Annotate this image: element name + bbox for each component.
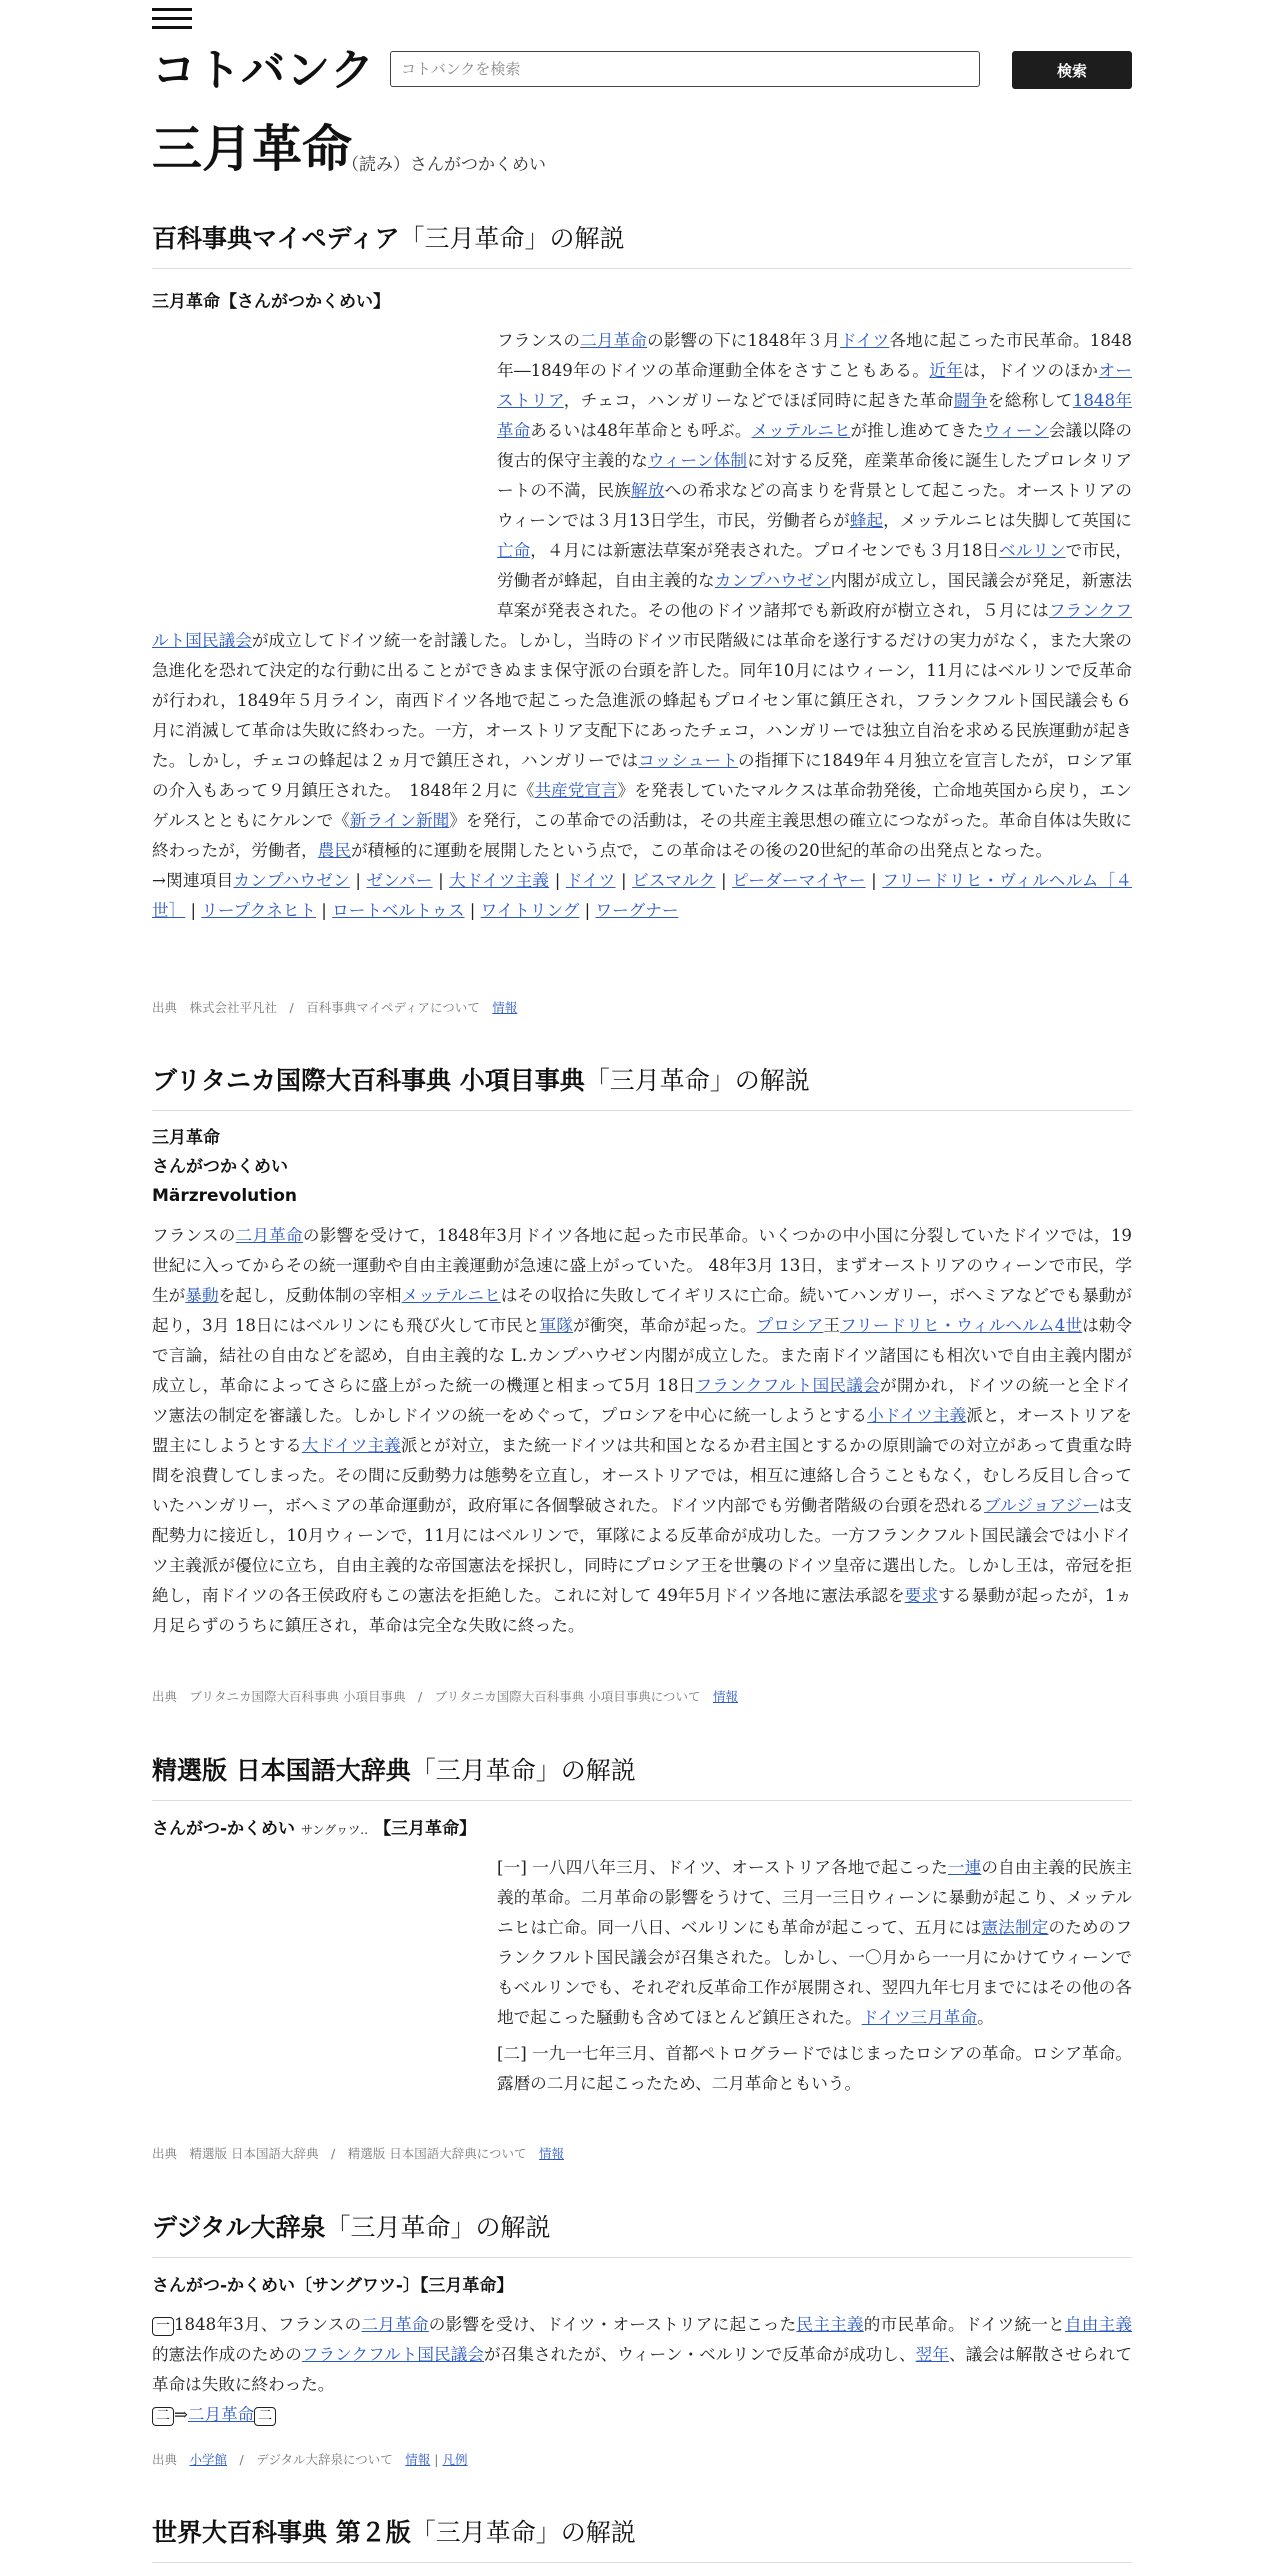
- entry-heading: 三月革命【さんがつかくめい】: [152, 292, 390, 312]
- link-翌年[interactable]: 翌年: [915, 2345, 949, 2364]
- source-line: 出典 株式会社平凡社 / 百科事典マイペディアについて 情報: [152, 1000, 518, 1015]
- related-link[interactable]: ピーダーマイヤー: [732, 871, 866, 890]
- link-民主主義[interactable]: 民主主義: [796, 2315, 864, 2334]
- link-解放[interactable]: 解放: [630, 481, 665, 500]
- section-heading-nikkoku: 精選版 日本国語大辞典「三月革命」の解説: [152, 1754, 1132, 1801]
- link-ブルジョアジー[interactable]: ブルジョアジー: [984, 1496, 1099, 1515]
- page-reading: （読み）さんがつかくめい: [342, 155, 546, 175]
- link-プロシア[interactable]: プロシア: [756, 1316, 824, 1335]
- related-link[interactable]: ビスマルク: [632, 871, 716, 890]
- entry-body-mypedia: フランスの二月革命の影響の下に1848年３月ドイツ各地に起こった市民革命。1848年―1849年のドイツの革命運動全体をさすこともある。近年は，ドイツのほかオーストリア，チェコ，ハンガリーなどでほぼ同時に起きた革命闘争を総称して1848年革命あるいは48年革命とも呼ぶ。メッテルニヒが推し進めてきたウィーン会議以降の復古的保守主義的なウィーン体制に対する反発，産業革命後に誕生したプロレタリアートの不満，民族解放への希求などの高まりを背景として起こった。オーストリアのウィーンでは３月13日学生，市民，労働者らが蜂起，メッテルニヒは失脚して英国に亡命，４月には新憲法草案が発表された。プロイセンでも３月18日ベルリンで市民，労働者が蜂起，自由主義的なカンプハウゼン内閣が成立し，国民議会が発足，新憲法草案が発表された。その他のドイツ諸邦でも新政府が樹立され，５月にはフランクフルト国民議会が成立してドイツ統一を討議した。しかし，当時のドイツ市民階級には革命を遂行するだけの実力がなく，また大衆の急進化を恐れて決定的な行動に出ることができぬまま保守派の台頭を許した。同年10月にはウィーン，11月にはベルリンで反革命が行われ，1849年５月ライン，南西ドイツ各地で起こった急進派の蜂起もプロイセン軍に鎮圧され，フランクフルト国民議会も６月に消滅して革命は失敗に終わった。一方，オーストリア支配下にあったチェコ，ハンガリーでは独立自治を求める民族運動が起きた。しかし，チェコの蜂起は２ヵ月で鎮圧され，ハンガリーではコッシュートの指揮下に1849年４月独立を宣言したが，ロシア軍の介入もあって９月鎮圧された。 1848年２月に《共産党宣言》を発表していたマルクスは革命勃発後，亡命地英国から戻り，エンゲルスとともにケルンで《新ライン新聞》を発行，この革命での活動は，その共産主義思想の確立につながった。革命自体は失敗に終わったが，労働者，農民が積極的に運動を展開したという点で，この革命はその後の20世紀的革命の出発点となった。 →関連項目カンプハウゼン | ゼンパー | 大ドイツ主義 | ドイツ | ビスマルク | ピーダーマイヤー | フリードリヒ・ヴィルヘルム［４世］ | リープクネヒト | ロートベルトゥス | ワイトリング | ワーグナー: [152, 331, 1133, 920]
- related-link[interactable]: 大ドイツ主義: [449, 871, 550, 890]
- link-ドイツ[interactable]: ドイツ: [840, 331, 890, 350]
- section-heading-britannica: ブリタニカ国際大百科事典 小項目事典「三月革命」の解説: [152, 1064, 1132, 1111]
- link-二月革命[interactable]: 二月革命: [235, 1226, 303, 1245]
- section-heading-mypedia: 百科事典マイペディア「三月革命」の解説: [152, 222, 1132, 269]
- link-フリードリヒ・ウィルヘルム4世[interactable]: フリードリヒ・ウィルヘルム4世: [840, 1316, 1083, 1335]
- related-link[interactable]: ロートベルトゥス: [332, 901, 465, 920]
- link-軍隊[interactable]: 軍隊: [539, 1316, 574, 1335]
- link-新ライン新聞[interactable]: 新ライン新聞: [349, 811, 450, 830]
- link-ウィーン[interactable]: ウィーン: [983, 421, 1049, 440]
- sense-mark: 一: [152, 2317, 174, 2336]
- link-暴動[interactable]: 暴動: [185, 1286, 219, 1305]
- link-要求[interactable]: 要求: [904, 1586, 938, 1605]
- link-農民[interactable]: 農民: [317, 841, 351, 860]
- publisher-link[interactable]: 小学館: [189, 2452, 228, 2467]
- link-蜂起[interactable]: 蜂起: [849, 511, 884, 530]
- related-link[interactable]: ワーグナー: [595, 901, 679, 920]
- info-link[interactable]: 情報: [712, 1689, 738, 1704]
- info-link[interactable]: 情報: [538, 2146, 564, 2161]
- link-共産党宣言[interactable]: 共産党宣言: [534, 781, 618, 800]
- link-オーストリア[interactable]: オーストリア: [497, 361, 1133, 410]
- related-link[interactable]: カンプハウゼン: [233, 871, 350, 890]
- link-1848年革命[interactable]: 1848年革命: [497, 391, 1133, 440]
- info-link[interactable]: 情報: [405, 2452, 431, 2467]
- related-label: →関連項目: [152, 871, 234, 890]
- link-コッシュート[interactable]: コッシュート: [638, 751, 739, 770]
- legend-link[interactable]: 凡例: [442, 2452, 468, 2467]
- link-二月革命[interactable]: 二月革命: [580, 331, 648, 350]
- link-メッテルニヒ[interactable]: メッテルニヒ: [751, 421, 851, 440]
- related-link[interactable]: リープクネヒト: [201, 901, 316, 920]
- entry-body-britannica: フランスの二月革命の影響を受けて，1848年3月ドイツ各地に起った市民革命。いくつかの中小国に分裂していたドイツでは，19世紀に入ってからその統一運動や自由主義運動が急速に盛上がっていた。 48年3月 13日，まずオーストリアのウィーンで市民，学生が暴動を起し，反動体制の宰相メッテルニヒはその収拾に失敗してイギリスに亡命。続いてハンガリー，ボヘミアなどでも暴動が起り，3月 18日にはベルリンにも飛び火して市民と軍隊が衝突，革命が起った。プロシア王フリードリヒ・ウィルヘルム4世は勅令で言論，結社の自由などを認め，自由主義的な L.カンプハウゼン内閣が成立した。また南ドイツ諸国にも相次いで自由主義内閣が成立し，革命によってさらに盛上がった統一の機運と相まって5月 18日フランクフルト国民議会が開かれ，ドイツの統一と全ドイツ憲法の制定を審議した。しかしドイツの統一をめぐって，プロシアを中心に統一しようとする小ドイツ主義派と，オーストリアを盟主にしようとする大ドイツ主義派とが対立，また統一ドイツは共和国となるか君主国とするかの原則論での対立があって貴重な時間を浪費してしまった。その間に反動勢力は態勢を立直し，オーストリアでは，相互に連絡し合うこともなく，むしろ反目し合っていたハンガリー，ボヘミアの革命運動が，政府軍に各個撃破された。ドイツ内部でも労働者階級の台頭を恐れるブルジョアジーは支配勢力に接近し，10月ウィーンで，11月にはベルリンで，軍隊による反革命が成功した。一方フランクフルト国民議会では小ドイツ主義派が優位に立ち，自由主義的な帝国憲法を採択し，同時にプロシア王を世襲のドイツ皇帝に選出した。しかし王は，帝冠を拒絶し，南ドイツの各王侯政府もこの憲法を拒絶した。これに対して 49年5月ドイツ各地に憲法承認を要求する暴動が起ったが，1ヵ月足らずのうちに鎮圧され，革命は完全な失敗に終った。: [152, 1226, 1133, 1635]
- related-link[interactable]: ドイツ: [565, 871, 616, 890]
- link-近年[interactable]: 近年: [929, 361, 964, 380]
- link-メッテルニヒ[interactable]: メッテルニヒ: [401, 1286, 501, 1305]
- related-link[interactable]: フリードリヒ・ヴィルヘルム［４世］: [152, 871, 1133, 920]
- entry-heading: さんがつ‐かくめい サングヮツ‥ 【三月革命】: [152, 1819, 477, 1839]
- sense-mark: 二: [254, 2407, 276, 2426]
- source-line: 出典 ブリタニカ国際大百科事典 小項目事典 / ブリタニカ国際大百科事典 小項目事典について 情報: [152, 1689, 738, 1704]
- link-二月革命[interactable]: 二月革命: [361, 2315, 429, 2334]
- entry-heading: 三月革命 さんがつかくめい Märzrevolution: [152, 1128, 298, 1206]
- source-line: 出典 小学館 / デジタル大辞泉について 情報 | 凡例: [152, 2452, 468, 2467]
- sense-mark: 二: [152, 2407, 174, 2426]
- search-input[interactable]: [390, 51, 980, 87]
- site-logo[interactable]: コトバンク: [152, 45, 376, 96]
- page-title: 三月革命: [152, 120, 352, 178]
- related-link[interactable]: ワイトリング: [480, 901, 580, 920]
- link-亡命[interactable]: 亡命: [497, 541, 531, 560]
- link-闘争[interactable]: 闘争: [953, 391, 988, 410]
- section-heading-daijisen: デジタル大辞泉「三月革命」の解説: [152, 2211, 1132, 2258]
- link-フランクフルト国民議会[interactable]: フランクフルト国民議会: [301, 2345, 485, 2364]
- link-大ドイツ主義[interactable]: 大ドイツ主義: [301, 1436, 401, 1455]
- link-ドイツ三月革命[interactable]: ドイツ三月革命: [861, 2008, 978, 2027]
- link-フランクフルト国民議会[interactable]: フランクフルト国民議会: [695, 1376, 881, 1395]
- link-小ドイツ主義[interactable]: 小ドイツ主義: [867, 1406, 967, 1425]
- link-自由主義[interactable]: 自由主義: [1064, 2315, 1133, 2334]
- menu-icon[interactable]: [152, 8, 192, 30]
- link-憲法制定[interactable]: 憲法制定: [981, 1918, 1049, 1937]
- link-二月革命[interactable]: 二月革命: [187, 2405, 255, 2424]
- info-link[interactable]: 情報: [492, 1000, 518, 1015]
- link-フランクフルト国民議会[interactable]: フランクフルト国民議会: [152, 601, 1132, 650]
- link-ウィーン体制[interactable]: ウィーン体制: [647, 451, 748, 470]
- entry-heading: さんがつ‐かくめい〔サングワツ‐〕【三月革命】: [152, 2276, 514, 2296]
- search-button[interactable]: 検索: [1012, 51, 1132, 89]
- source-line: 出典 精選版 日本国語大辞典 / 精選版 日本国語大辞典について 情報: [152, 2146, 564, 2161]
- related-link[interactable]: ゼンパー: [366, 871, 433, 890]
- link-カンプハウゼン[interactable]: カンプハウゼン: [714, 571, 831, 590]
- link-ベルリン[interactable]: ベルリン: [999, 541, 1066, 560]
- link-一連[interactable]: 一連: [947, 1858, 982, 1877]
- entry-body-nikkoku: [一] 一八四八年三月、ドイツ、オーストリア各地で起こった一連の自由主義的民族主義的革命。二月革命の影響をうけて、三月一三日ウィーンに暴動が起こり、メッテルニヒは亡命。同一八日、ベルリンにも革命が起こって、五月には憲法制定のためのフランクフルト国民議会が召集された。しかし、一〇月から一一月にかけてウィーンでもベルリンでも、それぞれ反革命工作が展開され、翌四九年七月までにはその他の各地で起こった騒動も含めてほとんど鎮圧された。ドイツ三月革命。 [二] 一九一七年三月、首都ペトログラードではじまったロシアの革命。ロシア革命。露暦の二月に起こったため、二月革命ともいう。: [497, 1858, 1133, 2093]
- section-heading-sekai: 世界大百科事典 第２版「三月革命」の解説: [152, 2516, 1132, 2563]
- entry-body-daijisen: 一 1848年3月、フランスの二月革命の影響を受け、ドイツ・オーストリアに起こった民主主義的市民革命。ドイツ統一と自由主義的憲法作成のためのフランクフルト国民議会が召集されたが、ウィーン・ベルリンで反革命が成功し、翌年、議会は解散させられて革命は失敗に終わった。 二 ⇒二月革命 二: [152, 2315, 1133, 2424]
